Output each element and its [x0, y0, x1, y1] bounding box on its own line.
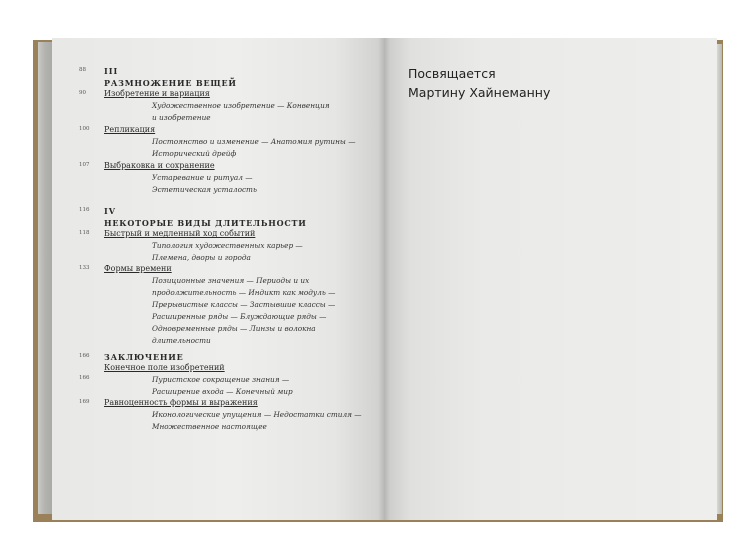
page-number: 169 [79, 399, 90, 405]
subtopic-line: Устаревание и ритуал — [152, 173, 253, 182]
chapter-title: Равноценность формы и выражения [104, 398, 258, 407]
table-of-contents [52, 38, 384, 520]
subtopic-line: Расширенные ряды — Блуждающие ряды — [152, 312, 327, 321]
subtopic-line: Иконологические упущения — Недостатки стиля — [152, 410, 362, 419]
subtopic-line: Одновременные ряды — Линзы и волокна [152, 324, 316, 333]
subtopic-line: Множественное настоящее [152, 422, 267, 431]
part-title: ЗАКЛЮЧЕНИЕ [104, 352, 184, 362]
chapter-title: Формы времени [104, 264, 172, 273]
book-spine-shadow [378, 38, 390, 520]
right-page-stack [717, 44, 722, 514]
subtopic-line: Эстетическая усталость [152, 185, 257, 194]
subtopic-line: Постоянство и изменение — Анатомия рутины — [152, 137, 356, 146]
subtopic-line: длительности [152, 336, 211, 345]
page-number: 88 [79, 67, 86, 73]
dedication [408, 64, 550, 102]
subtopic-line: и изобретение [152, 113, 211, 122]
page-number: 116 [79, 207, 90, 213]
chapter-title: Репликация [104, 125, 156, 134]
right-page [384, 38, 717, 520]
page-number: 100 [79, 126, 90, 132]
chapter-title: Конечное поле изобретений [104, 363, 225, 372]
part-title: НЕКОТОРЫЕ ВИДЫ ДЛИТЕЛЬНОСТИ [104, 218, 307, 228]
subtopic-line: Расширение входа — Конечный мир [152, 387, 293, 396]
subtopic-line: продолжительность — Индикт как модуль — [152, 288, 336, 297]
part-title: РАЗМНОЖЕНИЕ ВЕЩЕЙ [104, 78, 237, 88]
left-page-stack [38, 42, 52, 514]
dedication-name: Мартину Хайнеманну [408, 85, 551, 100]
dedication-line: Посвящается [408, 66, 496, 81]
subtopic-line: Исторический дрейф [152, 149, 237, 158]
subtopic-line: Пуристское сокращение знания — [152, 375, 290, 384]
part-number: III [104, 66, 119, 76]
page-number: 90 [79, 90, 86, 96]
chapter-title: Изобретение и вариация [104, 89, 210, 98]
page-number: 133 [79, 265, 90, 271]
subtopic-line: Прерывистые классы — Застывшие классы — [152, 300, 336, 309]
part-number: IV [104, 206, 116, 216]
chapter-title: Выбраковка и сохранение [104, 161, 215, 170]
subtopic-line: Позиционные значения — Периоды и их [152, 276, 310, 285]
subtopic-line: Типология художественных карьер — [152, 241, 303, 250]
page-number: 166 [79, 375, 90, 381]
page-number: 166 [79, 353, 90, 359]
chapter-title: Быстрый и медленный ход событий [104, 229, 256, 238]
left-page [52, 38, 384, 520]
subtopic-line: Художественное изобретение — Конвенция [152, 101, 330, 110]
subtopic-line: Племена, дворы и города [152, 253, 251, 262]
page-number: 107 [79, 162, 90, 168]
page-number: 118 [79, 230, 90, 236]
